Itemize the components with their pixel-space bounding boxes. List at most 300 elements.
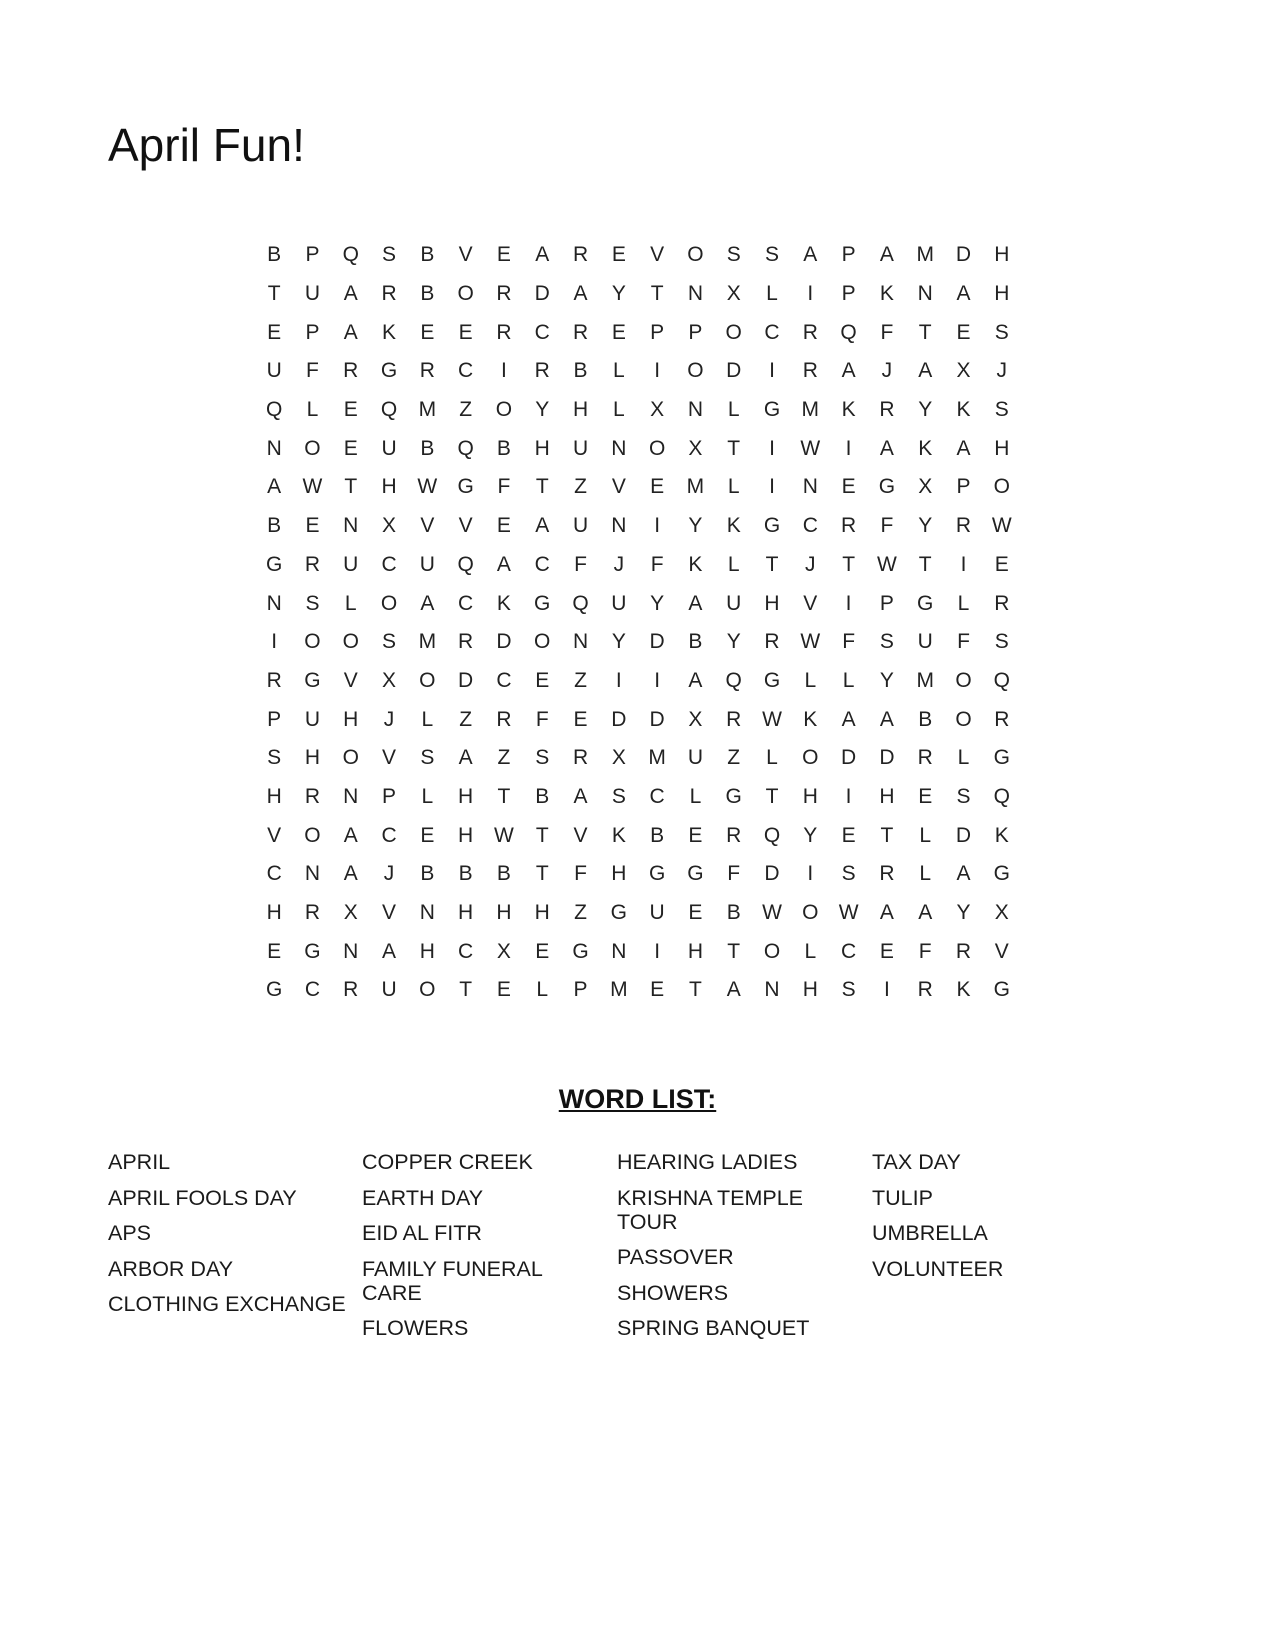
grid-letter: A	[535, 514, 550, 538]
word-list-item: VOLUNTEER	[872, 1256, 1004, 1281]
grid-letter: B	[726, 901, 741, 925]
grid-letter: A	[956, 282, 971, 306]
grid-letter: A	[573, 282, 588, 306]
grid-letter: X	[382, 668, 397, 692]
grid-letter: J	[383, 707, 395, 731]
grid-letter: H	[879, 784, 895, 808]
grid-letter: E	[994, 552, 1009, 576]
grid-letter: E	[458, 320, 473, 344]
grid-letter: K	[956, 978, 971, 1002]
grid-letter: P	[573, 978, 588, 1002]
grid-letter: I	[769, 475, 775, 499]
grid-letter: O	[534, 630, 551, 654]
grid-letter: G	[993, 746, 1010, 770]
grid-letter: K	[496, 591, 511, 615]
grid-letter: N	[764, 978, 780, 1002]
grid-letter: H	[572, 398, 589, 422]
grid-letter: L	[306, 398, 319, 422]
grid-letter: A	[956, 436, 971, 460]
grid-letter: G	[648, 862, 666, 886]
grid-letter: M	[418, 398, 437, 422]
grid-letter: S	[879, 630, 894, 654]
grid-letter: R	[917, 746, 933, 770]
grid-letter: C	[841, 939, 857, 963]
grid-letter: J	[805, 552, 816, 576]
grid-letter: G	[380, 359, 398, 383]
grid-row	[255, 700, 1021, 739]
grid-letter: U	[649, 901, 665, 925]
grid-letter: L	[957, 746, 970, 770]
grid-letter: Q	[993, 784, 1010, 808]
grid-letter: O	[763, 939, 781, 963]
grid-letter: R	[841, 514, 857, 538]
grid-letter: I	[960, 552, 967, 576]
grid-letter: O	[955, 668, 972, 692]
grid-letter: C	[458, 591, 474, 615]
grid-letter: I	[883, 978, 890, 1002]
grid-letter: G	[725, 784, 742, 808]
grid-letter: E	[956, 320, 971, 344]
grid-letter: Y	[726, 630, 741, 654]
grid-letter: F	[535, 707, 549, 731]
grid-letter: R	[994, 707, 1010, 731]
grid-letter: A	[343, 282, 358, 306]
grid-row	[255, 546, 1021, 585]
grid-letter: A	[879, 436, 894, 460]
grid-letter: F	[727, 862, 741, 886]
grid-letter: H	[266, 901, 282, 925]
grid-letter: L	[612, 398, 625, 422]
grid-letter: E	[420, 320, 435, 344]
grid-letter: P	[650, 320, 665, 344]
grid-letter: I	[845, 591, 852, 615]
grid-letter: U	[266, 359, 282, 383]
grid-letter: N	[611, 939, 627, 963]
grid-row	[255, 391, 1021, 430]
grid-letter: A	[688, 591, 703, 615]
grid-letter: A	[726, 978, 741, 1002]
grid-letter: V	[382, 901, 397, 925]
word-list-item: KRISHNA TEMPLE TOUR	[617, 1185, 803, 1234]
grid-letter: U	[611, 591, 627, 615]
grid-letter: N	[266, 436, 282, 460]
grid-letter: C	[802, 514, 818, 538]
grid-letter: R	[343, 359, 359, 383]
grid-letter: X	[918, 475, 933, 499]
grid-letter: A	[267, 475, 282, 499]
grid-letter: A	[918, 359, 933, 383]
grid-letter: L	[804, 939, 817, 963]
grid-letter: R	[343, 978, 359, 1002]
grid-letter: P	[956, 475, 971, 499]
grid-letter: X	[650, 398, 665, 422]
word-list-item: TULIP	[872, 1185, 933, 1210]
grid-letter: O	[802, 901, 819, 925]
grid-letter: L	[842, 668, 855, 692]
grid-letter: D	[764, 862, 780, 886]
grid-letter: S	[994, 630, 1009, 654]
grid-letter: A	[535, 243, 550, 267]
grid-letter: O	[419, 978, 436, 1002]
grid-letter: O	[380, 591, 398, 615]
grid-letter: B	[573, 359, 588, 383]
grid-letter: O	[342, 630, 359, 654]
grid-letter: A	[803, 243, 818, 267]
grid-row	[255, 816, 1021, 855]
grid-letter: T	[727, 939, 741, 963]
grid-letter: P	[305, 320, 320, 344]
grid-row	[255, 468, 1021, 507]
grid-letter: G	[457, 475, 474, 499]
grid-letter: X	[956, 359, 971, 383]
grid-letter: R	[764, 630, 780, 654]
grid-letter: H	[534, 901, 550, 925]
grid-letter: H	[994, 282, 1010, 306]
grid-letter: Y	[918, 398, 933, 422]
grid-letter: F	[842, 630, 856, 654]
grid-letter: W	[494, 823, 514, 847]
grid-letter: O	[802, 746, 819, 770]
grid-letter: R	[304, 901, 321, 925]
grid-letter: U	[343, 552, 359, 576]
grid-letter: V	[650, 243, 665, 267]
grid-letter: V	[994, 939, 1009, 963]
grid-letter: F	[306, 359, 319, 383]
grid-letter: G	[687, 862, 704, 886]
grid-letter: M	[418, 630, 437, 654]
grid-letter: O	[993, 475, 1010, 499]
grid-letter: Q	[380, 398, 398, 422]
grid-letter: E	[267, 320, 282, 344]
grid-row	[255, 584, 1021, 623]
grid-letter: K	[994, 823, 1009, 847]
grid-letter: R	[266, 668, 282, 692]
grid-letter: S	[420, 746, 435, 770]
grid-letter: N	[572, 630, 589, 654]
grid-letter: E	[918, 784, 933, 808]
grid-letter: U	[381, 978, 397, 1002]
word-list-item: ARBOR DAY	[108, 1256, 234, 1281]
grid-letter: P	[879, 591, 894, 615]
grid-letter: P	[841, 282, 856, 306]
grid-letter: U	[419, 552, 435, 576]
grid-letter: Q	[342, 243, 359, 267]
grid-letter: C	[649, 784, 665, 808]
grid-letter: Z	[574, 668, 587, 692]
grid-letter: D	[458, 668, 474, 692]
grid-letter: Z	[459, 398, 473, 422]
grid-letter: O	[725, 320, 742, 344]
grid-letter: E	[611, 320, 626, 344]
grid-row	[255, 275, 1021, 314]
grid-letter: U	[304, 707, 321, 731]
grid-letter: E	[496, 978, 511, 1002]
grid-letter: I	[501, 359, 507, 383]
grid-letter: K	[841, 398, 856, 422]
grid-letter: D	[955, 823, 972, 847]
grid-letter: Y	[611, 630, 626, 654]
grid-letter: E	[573, 707, 588, 731]
grid-letter: T	[918, 320, 932, 344]
grid-letter: S	[726, 243, 741, 267]
grid-letter: A	[573, 784, 588, 808]
grid-letter: G	[763, 668, 781, 692]
grid-letter: M	[686, 475, 705, 499]
grid-letter: O	[457, 282, 474, 306]
grid-letter: B	[496, 436, 511, 460]
grid-letter: M	[648, 746, 666, 770]
grid-letter: B	[650, 823, 665, 847]
grid-letter: L	[919, 862, 932, 886]
grid-letter: P	[305, 243, 320, 267]
grid-letter: N	[304, 862, 321, 886]
grid-letter: L	[421, 784, 434, 808]
grid-letter: U	[304, 282, 321, 306]
grid-letter: L	[536, 978, 549, 1002]
grid-letter: O	[648, 436, 666, 460]
grid-letter: W	[800, 436, 821, 460]
grid-letter: H	[611, 862, 627, 886]
grid-letter: R	[726, 707, 742, 731]
grid-letter: A	[343, 320, 358, 344]
grid-letter: Q	[265, 398, 283, 422]
word-list-item: CLOTHING EXCHANGE	[108, 1292, 346, 1316]
grid-letter: R	[496, 320, 512, 344]
grid-letter: C	[458, 359, 474, 383]
grid-letter: T	[842, 552, 856, 576]
grid-letter: J	[996, 359, 1008, 383]
grid-row	[255, 855, 1021, 894]
grid-letter: G	[572, 939, 589, 963]
grid-letter: S	[305, 591, 320, 615]
grid-letter: T	[535, 862, 549, 886]
grid-letter: B	[535, 784, 550, 808]
grid-letter: H	[994, 243, 1010, 267]
grid-letter: H	[458, 901, 474, 925]
grid-letter: H	[381, 475, 397, 499]
grid-letter: Q	[993, 668, 1010, 692]
grid-letter: U	[381, 436, 397, 460]
grid-letter: E	[535, 939, 550, 963]
grid-letter: W	[991, 514, 1012, 538]
grid-letter: B	[420, 862, 435, 886]
grid-letter: R	[496, 282, 512, 306]
grid-letter: F	[497, 475, 511, 499]
grid-letter: R	[419, 359, 435, 383]
grid-letter: N	[687, 398, 703, 422]
grid-letter: H	[458, 784, 474, 808]
grid-letter: D	[726, 359, 742, 383]
grid-letter: T	[765, 784, 779, 808]
grid-letter: K	[803, 707, 818, 731]
grid-letter: P	[841, 243, 856, 267]
grid-letter: C	[266, 862, 282, 886]
grid-letter: E	[496, 243, 511, 267]
grid-letter: K	[382, 320, 397, 344]
grid-letter: R	[917, 978, 933, 1002]
grid-letter: V	[458, 243, 473, 267]
grid-letter: N	[802, 475, 818, 499]
grid-letter: G	[917, 591, 934, 615]
grid-row	[255, 313, 1021, 352]
grid-letter: C	[764, 320, 780, 344]
word-list-item: FLOWERS	[362, 1316, 469, 1340]
grid-letter: L	[766, 282, 778, 306]
grid-letter: W	[417, 475, 438, 499]
grid-letter: W	[876, 552, 897, 576]
grid-letter: I	[615, 668, 622, 692]
grid-letter: R	[496, 707, 512, 731]
grid-letter: J	[383, 862, 395, 886]
grid-letter: V	[611, 475, 626, 499]
word-list-column-3	[617, 1150, 827, 1352]
grid-letter: K	[956, 398, 971, 422]
grid-letter: X	[611, 746, 626, 770]
grid-letter: Y	[803, 823, 818, 847]
grid-letter: A	[879, 243, 894, 267]
grid-letter: T	[344, 475, 358, 499]
grid-letter: H	[802, 784, 818, 808]
grid-row	[255, 932, 1021, 971]
grid-row	[255, 623, 1021, 662]
grid-letter: S	[267, 746, 282, 770]
grid-letter: I	[654, 359, 661, 383]
grid-letter: A	[956, 862, 971, 886]
grid-letter: C	[381, 823, 397, 847]
grid-letter: W	[302, 475, 323, 499]
grid-letter: L	[727, 475, 740, 499]
grid-letter: Y	[611, 282, 626, 306]
grid-letter: B	[420, 282, 435, 306]
grid-letter: N	[343, 939, 359, 963]
grid-letter: A	[382, 939, 397, 963]
grid-letter: T	[459, 978, 473, 1002]
grid-letter: R	[304, 784, 321, 808]
grid-letter: R	[534, 359, 550, 383]
grid-letter: A	[496, 552, 511, 576]
grid-letter: A	[688, 668, 703, 692]
grid-letter: X	[496, 939, 511, 963]
grid-letter: E	[420, 823, 435, 847]
grid-letter: T	[535, 823, 549, 847]
grid-letter: F	[880, 320, 894, 344]
grid-letter: S	[956, 784, 971, 808]
grid-letter: E	[496, 514, 511, 538]
grid-letter: O	[687, 243, 704, 267]
grid-letter: A	[343, 862, 358, 886]
grid-letter: C	[534, 320, 550, 344]
grid-row	[255, 778, 1021, 817]
grid-letter: D	[496, 630, 512, 654]
grid-row	[255, 662, 1021, 701]
grid-letter: M	[801, 398, 820, 422]
grid-letter: B	[267, 243, 282, 267]
grid-letter: O	[304, 823, 321, 847]
grid-letter: I	[654, 939, 661, 963]
grid-letter: G	[304, 939, 321, 963]
word-list-item: EARTH DAY	[362, 1185, 484, 1210]
grid-letter: P	[267, 707, 282, 731]
grid-letter: E	[267, 939, 282, 963]
grid-letter: L	[612, 359, 625, 383]
grid-letter: G	[763, 398, 781, 422]
grid-letter: G	[610, 901, 627, 925]
grid-letter: R	[572, 243, 589, 267]
grid-letter: I	[807, 282, 814, 306]
grid-letter: V	[803, 591, 818, 615]
grid-letter: M	[916, 243, 934, 267]
grid-letter: Y	[879, 668, 894, 692]
grid-row	[255, 429, 1021, 468]
grid-letter: E	[305, 514, 320, 538]
grid-letter: F	[957, 630, 970, 654]
grid-letter: Z	[574, 901, 587, 925]
grid-letter: T	[535, 475, 549, 499]
grid-letter: L	[766, 746, 778, 770]
grid-letter: X	[688, 436, 703, 460]
grid-letter: I	[807, 862, 814, 886]
grid-letter: H	[764, 591, 780, 615]
grid-letter: G	[878, 475, 896, 499]
grid-letter: K	[688, 552, 703, 576]
grid-row	[255, 971, 1021, 1010]
word-list-item: FAMILY FUNERAL CARE	[362, 1256, 543, 1305]
page-title: April Fun!	[108, 119, 305, 171]
grid-letter: K	[726, 514, 741, 538]
grid-letter: D	[649, 707, 665, 731]
grid-letter: U	[917, 630, 933, 654]
grid-letter: T	[880, 823, 894, 847]
grid-letter: N	[343, 514, 359, 538]
grid-letter: S	[611, 784, 626, 808]
grid-letter: R	[304, 552, 321, 576]
grid-letter: X	[726, 282, 741, 306]
grid-letter: S	[994, 320, 1009, 344]
grid-letter: T	[765, 552, 779, 576]
grid-letter: A	[879, 901, 894, 925]
grid-letter: Q	[840, 320, 857, 344]
grid-letter: O	[304, 436, 321, 460]
grid-letter: C	[304, 978, 321, 1002]
word-list-item: TAX DAY	[872, 1150, 961, 1174]
grid-letter: T	[267, 282, 281, 306]
grid-letter: R	[879, 398, 895, 422]
grid-letter: O	[342, 746, 359, 770]
grid-letter: L	[957, 591, 970, 615]
grid-letter: B	[688, 630, 703, 654]
grid-letter: P	[382, 784, 397, 808]
grid-letter: B	[420, 243, 435, 267]
grid-letter: F	[650, 552, 664, 576]
grid-letter: G	[265, 978, 283, 1002]
grid-row	[255, 507, 1021, 546]
grid-letter: D	[649, 630, 665, 654]
grid-letter: J	[881, 359, 893, 383]
grid-letter: L	[727, 398, 740, 422]
grid-letter: U	[687, 746, 703, 770]
grid-letter: H	[419, 939, 435, 963]
grid-letter: E	[343, 398, 358, 422]
grid-letter: L	[804, 668, 817, 692]
grid-letter: T	[650, 282, 664, 306]
grid-letter: F	[574, 862, 587, 886]
grid-letter: C	[496, 668, 512, 692]
grid-letter: X	[994, 901, 1009, 925]
grid-letter: I	[845, 784, 852, 808]
grid-letter: O	[955, 707, 972, 731]
grid-letter: E	[688, 901, 703, 925]
grid-letter: A	[841, 359, 856, 383]
